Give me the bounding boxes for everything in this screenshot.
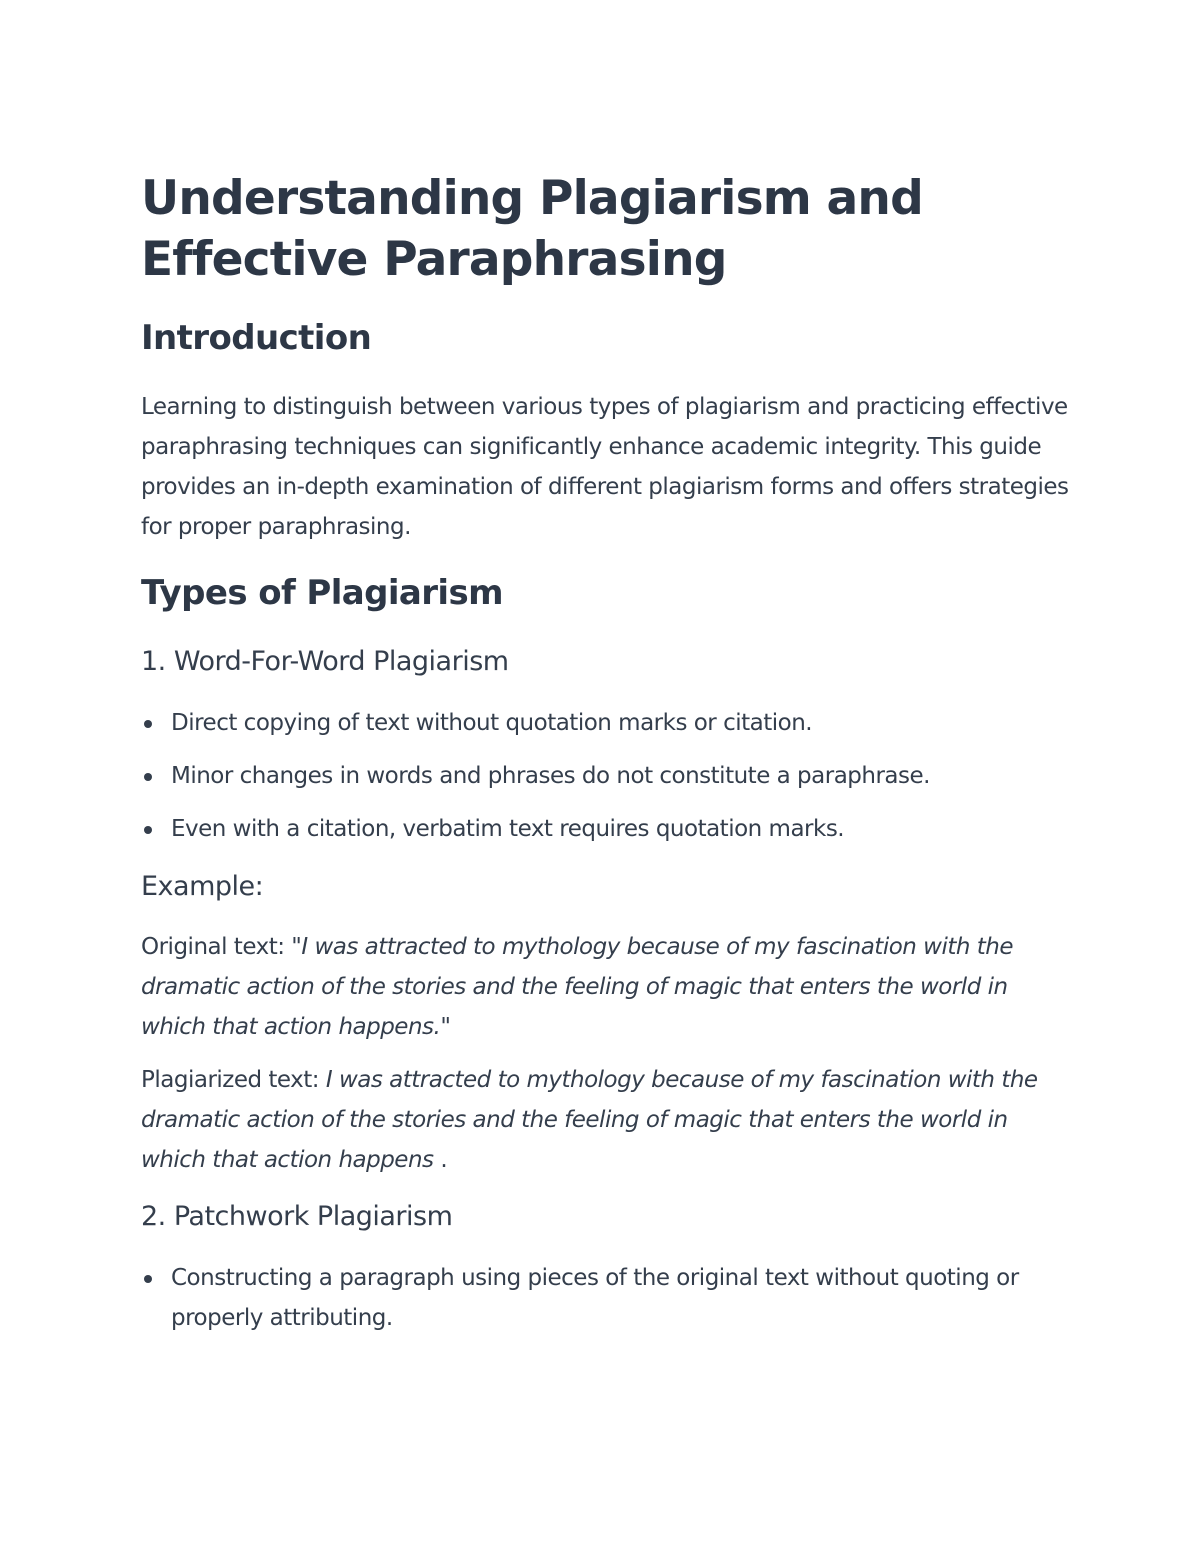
plagiarized-text-label: Plagiarized text: <box>141 1067 326 1093</box>
list-item: Direct copying of text without quotation marks or citation. <box>141 703 1071 743</box>
example-heading: Example: <box>141 871 264 902</box>
list-item: Minor changes in words and phrases do not constitute a paraphrase. <box>141 756 1071 796</box>
plagiarized-text-paragraph <box>141 1060 1071 1180</box>
document-title: Understanding Plagiarism and Effective Paraphrasing <box>141 171 923 287</box>
original-text-paragraph <box>141 927 1071 1047</box>
original-text-quote: "I was attracted to mythology because of my fascination with the dramatic action of the stories and the feeling of magic that enters the world in which that action happens." <box>141 934 1014 1040</box>
plagiarized-text-quote: I was attracted to mythology because of my fascination with the dramatic action of the stories and the feeling of magic that enters the world in which that action happens <box>141 1067 1038 1173</box>
patchwork-bullet-list <box>141 1258 1071 1338</box>
patchwork-heading: 2. Patchwork Plagiarism <box>141 1201 453 1232</box>
introduction-heading: Introduction <box>141 318 372 358</box>
word-for-word-bullet-list <box>141 703 1071 862</box>
list-item: Even with a citation, verbatim text requires quotation marks. <box>141 809 1071 849</box>
word-for-word-heading: 1. Word-For-Word Plagiarism <box>141 646 509 677</box>
types-of-plagiarism-heading: Types of Plagiarism <box>141 573 503 613</box>
introduction-paragraph: Learning to distinguish between various types of plagiarism and practicing effective paraphrasing techniques can significantly enhance academic integrity. This guide provides an in-depth examination of different plagiarism forms and offers strategies for proper paraphrasing. <box>141 394 1069 540</box>
list-item: Constructing a paragraph using pieces of the original text without quoting or properly attributing. <box>141 1258 1071 1338</box>
original-text-label: Original text: <box>141 934 292 960</box>
plagiarized-text-end: . <box>433 1147 448 1173</box>
